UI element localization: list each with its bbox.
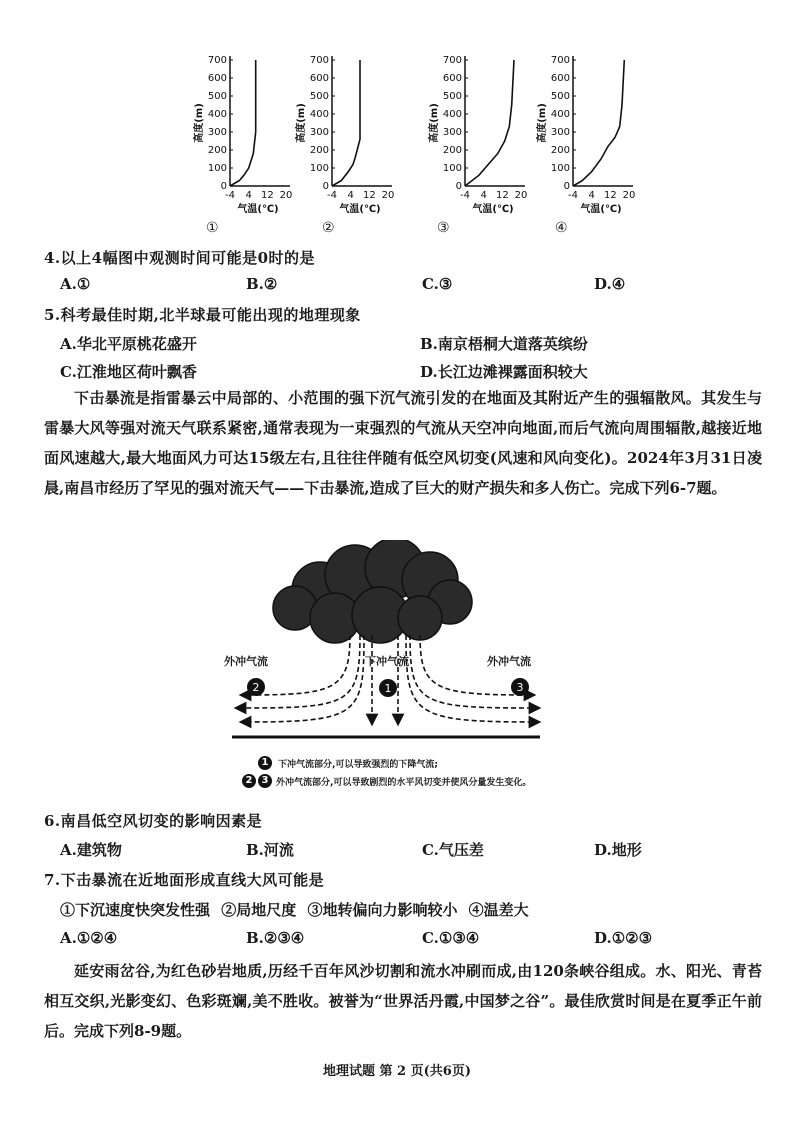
y-tick-label: 300 — [207, 127, 227, 138]
x-axis-label: 气温(℃) — [339, 204, 381, 215]
y-tick-label: 600 — [442, 73, 462, 84]
y-tick-label: 700 — [207, 55, 227, 66]
q7-option-b: B.②③④ — [246, 929, 305, 947]
question-5-stem: 5.科考最佳时期,北半球最可能出现的地理现象 — [44, 306, 361, 324]
q7-option-d: D.①②③ — [594, 929, 653, 947]
y-tick-label: 100 — [309, 163, 329, 174]
q6-option-b: B.河流 — [246, 841, 294, 859]
temperature-profile-line — [465, 60, 514, 186]
marker-3-text: 3 — [516, 681, 524, 694]
y-axis-label: 高度(m) — [429, 103, 440, 143]
y-tick-label: 600 — [309, 73, 329, 84]
x-tick-label: 12 — [260, 190, 274, 201]
y-tick-label: 200 — [207, 145, 227, 156]
x-tick-label: -4 — [327, 190, 337, 201]
legend-text-1: 下冲气流部分,可以导致强烈的下降气流; — [278, 759, 439, 770]
y-tick-label: 700 — [550, 55, 570, 66]
legend-badge-2: 2 — [242, 774, 256, 788]
x-tick-label: 20 — [381, 190, 395, 201]
x-tick-label: 12 — [495, 190, 509, 201]
question-6-stem: 6.南昌低空风切变的影响因素是 — [44, 812, 263, 830]
page-footer: 地理试题 第 2 页(共6页) — [323, 1064, 471, 1079]
q6-option-a: A.建筑物 — [60, 841, 122, 859]
q5-option-b: B.南京梧桐大道落英缤纷 — [420, 335, 588, 353]
temperature-profile-charts — [0, 0, 794, 250]
y-tick-label: 100 — [442, 163, 462, 174]
x-tick-label: 4 — [245, 190, 252, 201]
x-tick-label: 4 — [480, 190, 487, 201]
y-tick-label: 0 — [322, 181, 329, 192]
q4-option-a: A.① — [60, 275, 91, 293]
temperature-profile-line — [332, 60, 360, 186]
downburst-diagram — [150, 540, 630, 820]
y-tick-label: 200 — [442, 145, 462, 156]
legend-badge-1: 1 — [258, 756, 272, 770]
q5-option-c: C.江淮地区荷叶飘香 — [60, 363, 197, 381]
q7-statements: ①下沉速度快突发性强 ②局地尺度 ③地转偏向力影响较小 ④温差大 — [60, 901, 529, 919]
y-tick-label: 500 — [309, 91, 329, 102]
y-tick-label: 400 — [550, 109, 570, 120]
x-tick-label: 4 — [588, 190, 595, 201]
thundercloud-shape — [273, 540, 472, 643]
q6-option-d: D.地形 — [594, 841, 642, 859]
temperature-profile-line — [230, 60, 256, 186]
y-tick-label: 500 — [207, 91, 227, 102]
q7-option-c: C.①③④ — [422, 929, 480, 947]
legend-row-1 — [258, 756, 438, 770]
x-tick-label: 12 — [362, 190, 376, 201]
chart-number: ① — [206, 220, 219, 236]
chart-number: ④ — [555, 220, 568, 236]
label-downflow: 下冲气流 — [365, 655, 409, 668]
x-tick-label: -4 — [460, 190, 470, 201]
marker-2-text: 2 — [252, 681, 260, 694]
x-axis-label: 气温(℃) — [472, 204, 514, 215]
y-tick-label: 300 — [442, 127, 462, 138]
y-tick-label: 0 — [563, 181, 570, 192]
y-tick-label: 200 — [309, 145, 329, 156]
y-tick-label: 200 — [550, 145, 570, 156]
q7-option-a: A.①②④ — [60, 929, 118, 947]
y-tick-label: 600 — [550, 73, 570, 84]
chart-svg — [292, 50, 432, 240]
question-7-stem: 7.下击暴流在近地面形成直线大风可能是 — [44, 871, 325, 889]
temperature-profile-line — [573, 60, 624, 186]
marker-1-text: 1 — [384, 682, 392, 695]
label-outflow-left: 外冲气流 — [224, 655, 268, 668]
x-tick-label: 20 — [279, 190, 293, 201]
chart-panel-2 — [292, 50, 432, 240]
y-tick-label: 400 — [309, 109, 329, 120]
legend-badge-3: 3 — [258, 774, 272, 788]
q4-option-c: C.③ — [422, 275, 453, 293]
passage-yuchagu — [44, 956, 762, 1046]
passage-yuchagu-text: 延安雨岔谷,为红色砂岩地质,历经千百年风沙切割和流水冲刷而成,由120条峡谷组成。水、阳光、青苔相互交织,光影变幻、色彩斑斓,美不胜收。被誉为“世界活丹霞,中国梦之谷”。最佳欣赏时间是在夏季正午前后。完成下列8-9题。 — [44, 962, 762, 1040]
legend-text-2: 外冲气流部分,可以导致剧烈的水平风切变并使风分量发生变化。 — [276, 777, 532, 788]
question-4-stem: 4.以上4幅图中观测时间可能是0时的是 — [44, 249, 316, 267]
y-tick-label: 0 — [455, 181, 462, 192]
y-tick-label: 300 — [550, 127, 570, 138]
passage-downburst-text: 下击暴流是指雷暴云中局部的、小范围的强下沉气流引发的在地面及其附近产生的强辐散风。其发生与雷暴大风等强对流天气联系紧密,通常表现为一束强烈的气流从天空冲向地面,而后气流向周围辐散,越接近地面风速越大,最大地面风力可达15级左右,且往往伴随有低空风切变(风速和风向变化)。2024年3月31日凌晨,南昌市经历了罕见的强对流天气——下击暴流,造成了巨大的财产损失和多人伤亡。完成下列6-7题。 — [44, 389, 762, 497]
y-tick-label: 600 — [207, 73, 227, 84]
q4-option-b: B.② — [246, 275, 278, 293]
x-tick-label: -4 — [225, 190, 235, 201]
y-axis-label: 高度(m) — [194, 103, 205, 143]
chart-number: ② — [322, 220, 335, 236]
q5-option-d: D.长江边滩裸露面积较大 — [420, 363, 588, 381]
x-tick-label: 4 — [347, 190, 354, 201]
y-tick-label: 700 — [442, 55, 462, 66]
q4-option-d: D.④ — [594, 275, 626, 293]
x-axis-label: 气温(℃) — [580, 204, 622, 215]
y-tick-label: 400 — [442, 109, 462, 120]
q6-option-c: C.气压差 — [422, 841, 484, 859]
y-tick-label: 300 — [309, 127, 329, 138]
label-outflow-right: 外冲气流 — [487, 655, 531, 668]
x-tick-label: 20 — [514, 190, 528, 201]
q5-option-a: A.华北平原桃花盛开 — [60, 335, 197, 353]
x-tick-label: 20 — [622, 190, 636, 201]
y-axis-label: 高度(m) — [537, 103, 548, 143]
y-tick-label: 400 — [207, 109, 227, 120]
y-tick-label: 500 — [550, 91, 570, 102]
x-axis-label: 气温(℃) — [237, 204, 279, 215]
y-tick-label: 100 — [207, 163, 227, 174]
legend-row-2 — [242, 774, 531, 788]
y-axis-label: 高度(m) — [296, 103, 307, 143]
chart-number: ③ — [437, 220, 450, 236]
y-tick-label: 500 — [442, 91, 462, 102]
chart-svg — [533, 50, 673, 240]
y-tick-label: 0 — [220, 181, 227, 192]
y-tick-label: 100 — [550, 163, 570, 174]
passage-downburst — [44, 383, 762, 503]
x-tick-label: 12 — [603, 190, 617, 201]
x-tick-label: -4 — [568, 190, 578, 201]
y-tick-label: 700 — [309, 55, 329, 66]
chart-panel-4 — [533, 50, 673, 240]
